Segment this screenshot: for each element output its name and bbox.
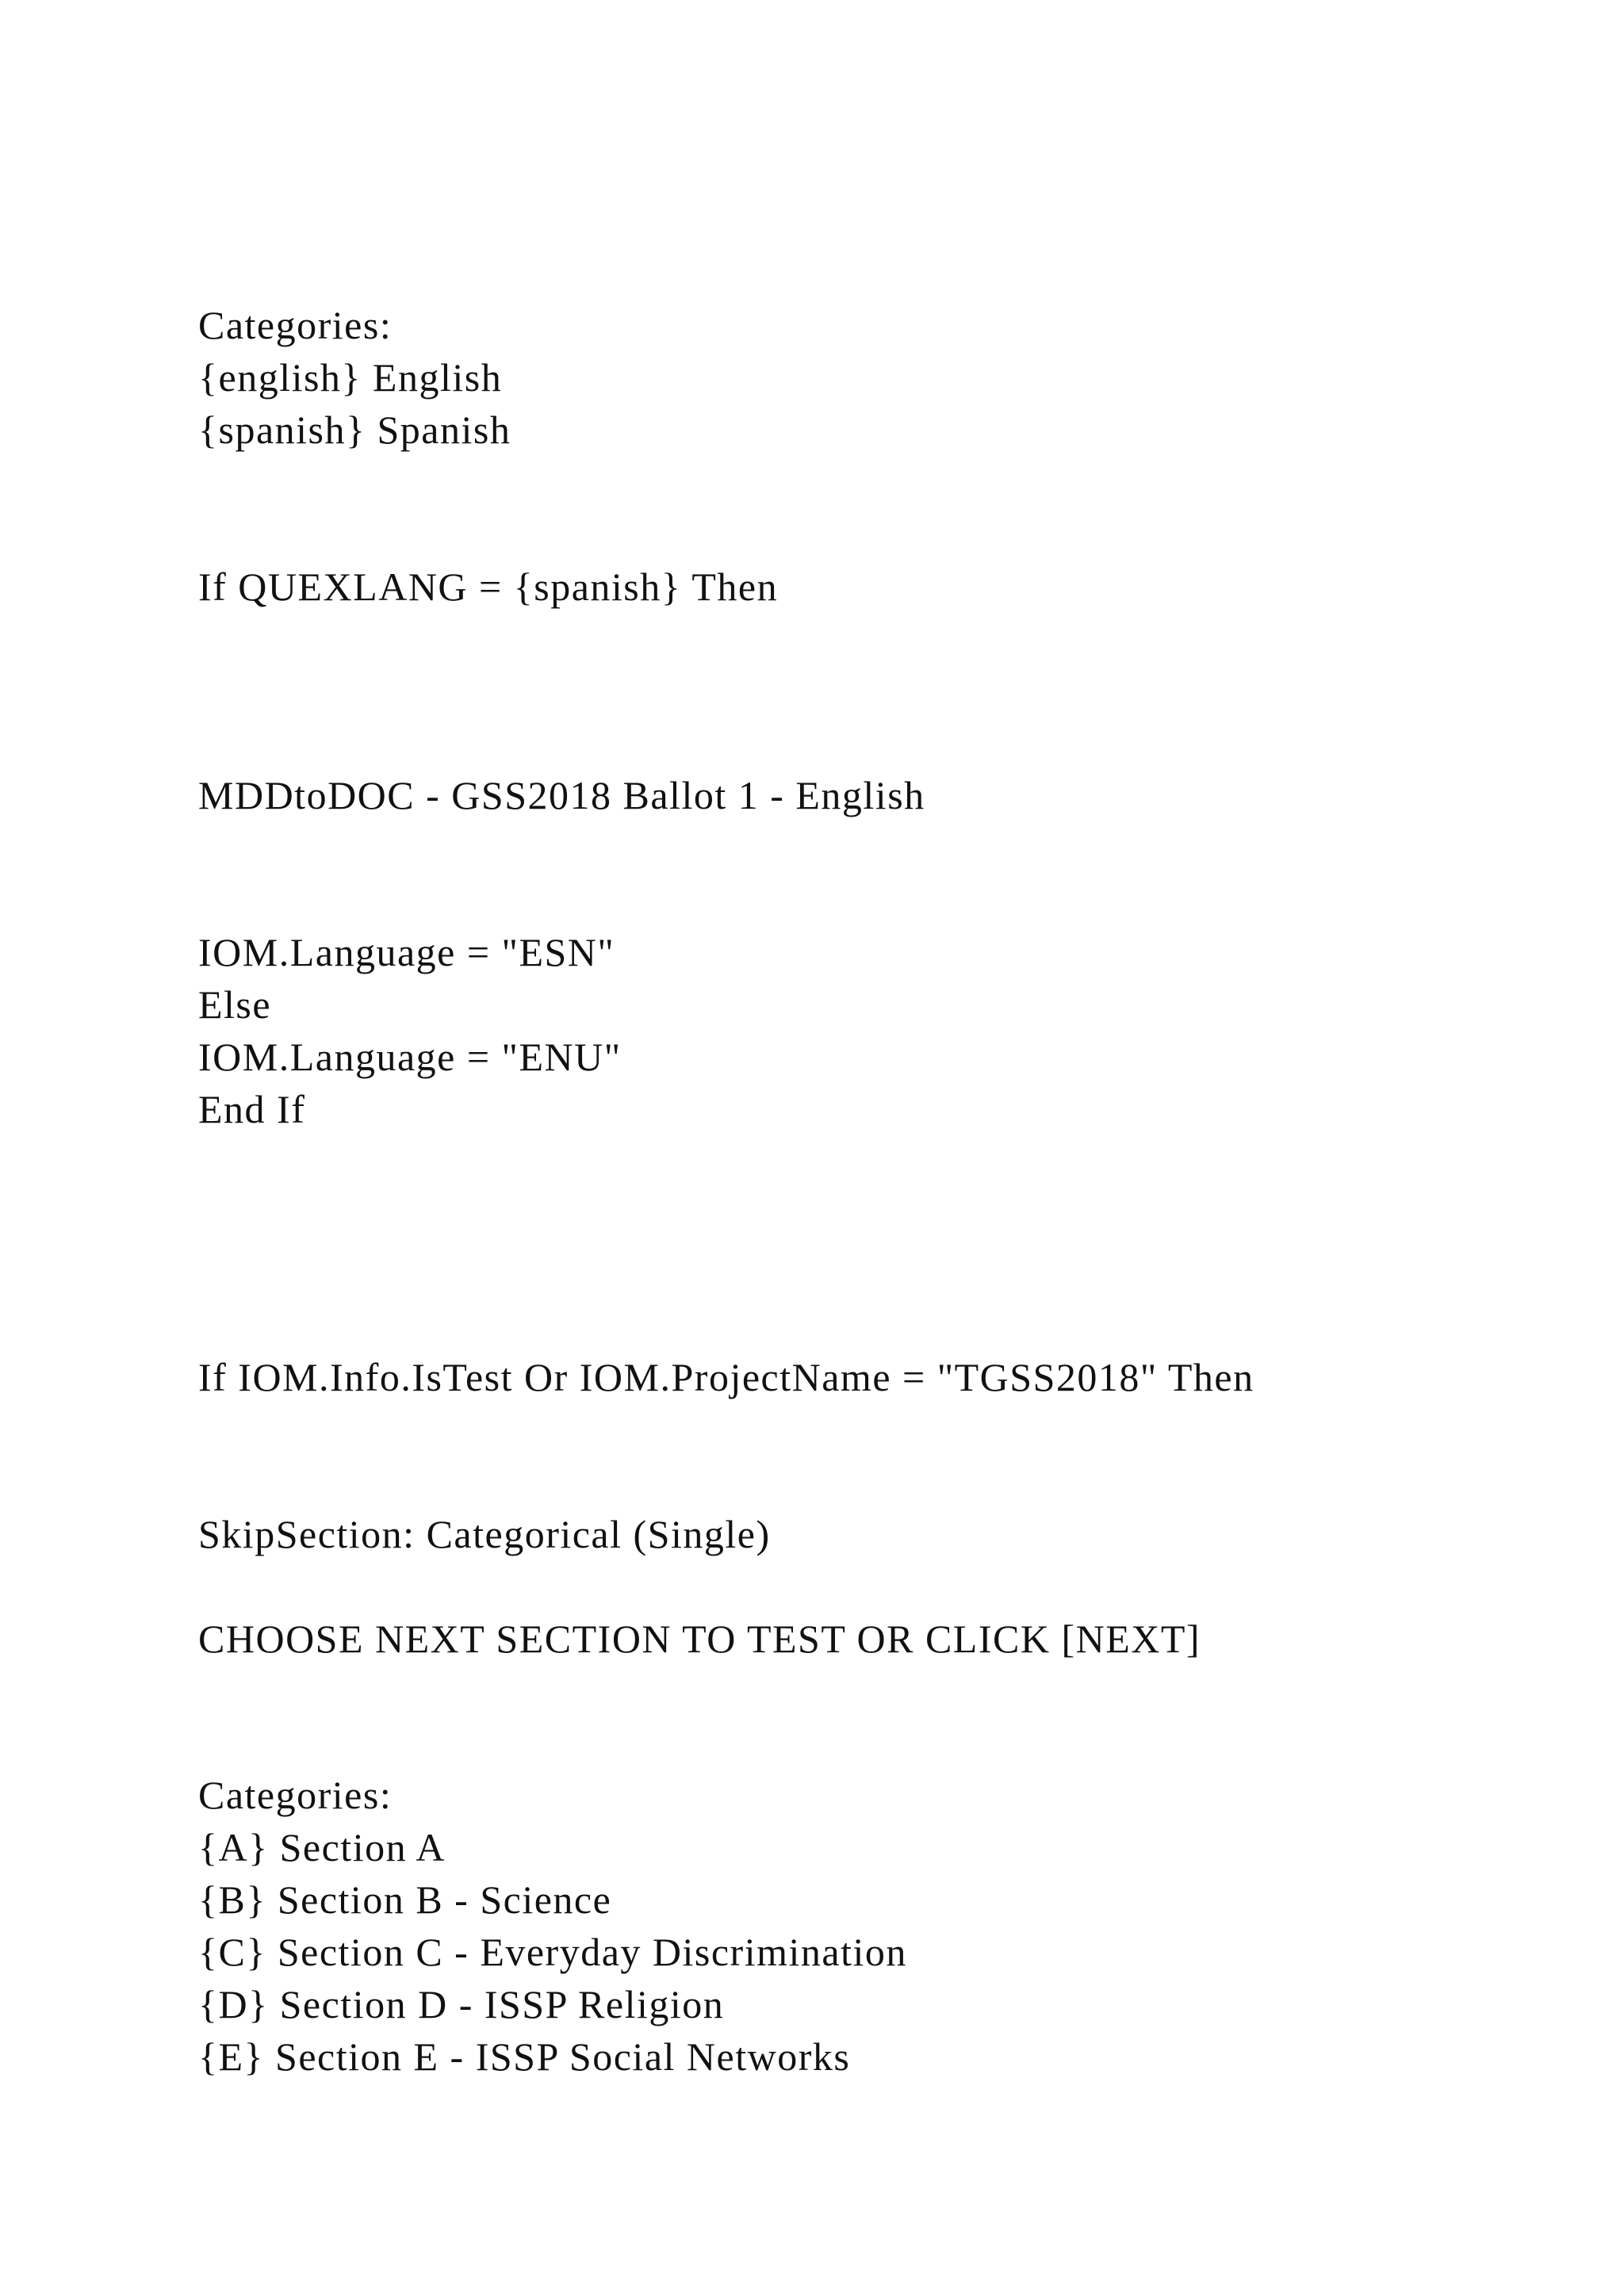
skipsection-prompt: CHOOSE NEXT SECTION TO TEST OR CLICK [NEXT] [198, 1617, 1201, 1661]
category-item-section-d: {D} Section D - ISSP Religion [198, 1982, 725, 2026]
category-item-spanish: {spanish} Spanish [198, 408, 511, 452]
if-istest-statement: If IOM.Info.IsTest Or IOM.ProjectName = "TGSS2018" Then [198, 1355, 1254, 1399]
language-esn-line: IOM.Language = "ESN" [198, 930, 615, 974]
skipsection-label: SkipSection: Categorical (Single) [198, 1512, 771, 1556]
end-if-line: End If [198, 1087, 306, 1131]
categories-heading-1: Categories: [198, 303, 393, 347]
if-quexlang-statement: If QUEXLANG = {spanish} Then [198, 564, 779, 609]
category-item-english: {english} English [198, 355, 503, 400]
else-line: Else [198, 982, 272, 1027]
category-item-section-c: {C} Section C - Everyday Discrimination [198, 1930, 907, 1974]
categories-heading-2: Categories: [198, 1773, 393, 1817]
category-item-section-a: {A} Section A [198, 1825, 446, 1869]
mddtodoc-title: MDDtoDOC - GSS2018 Ballot 1 - English [198, 773, 925, 817]
category-item-section-e: {E} Section E - ISSP Social Networks [198, 2034, 851, 2079]
language-enu-line: IOM.Language = "ENU" [198, 1035, 622, 1079]
category-item-section-b: {B} Section B - Science [198, 1877, 612, 1922]
